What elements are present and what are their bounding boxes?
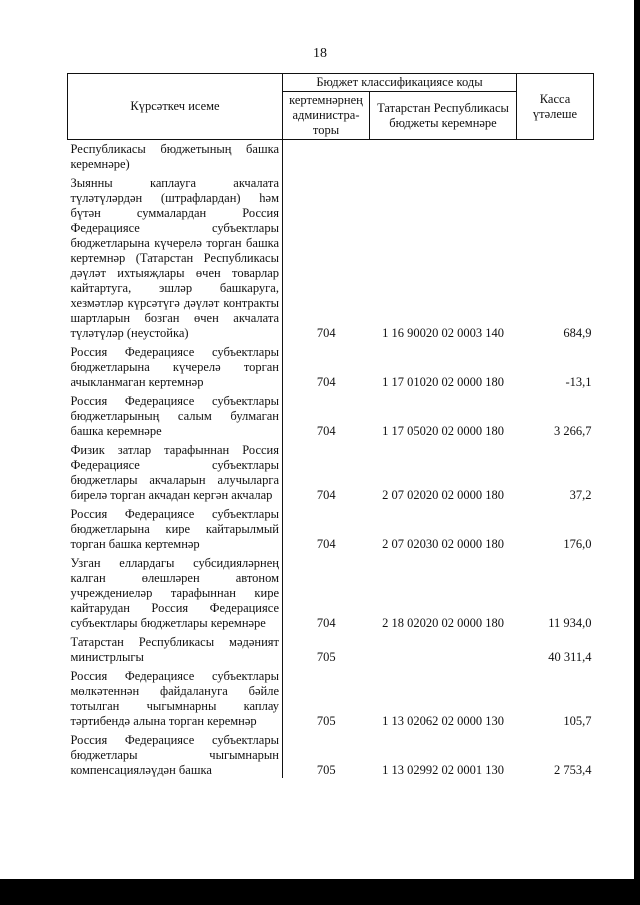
- row-amount: 3 266,7: [554, 424, 592, 438]
- row-indicator-name: Зыянны каплауга акчалата түләтүләрдән (штрафлардан) һәм бүтән суммалардан Россия Федерациясе субъектлары бюджетларына күчерелә торган башка кертемнәр (Татарстан Республикасы дәүләт ихтыяҗлары өчен товарлар кайтартуга, эшләр башкаруга, хезмәтләр күрсәтүгә дәүләт контракты шартларын бозган өчен акчалата түләтүләр (неустойка): [68, 172, 283, 341]
- row-amount: 37,2: [569, 488, 592, 502]
- row-budget-code: 1 13 02992 02 0001 130: [382, 763, 504, 777]
- row-admin-code: 705: [316, 763, 336, 777]
- row-admin-code: 704: [316, 616, 336, 630]
- header-cash-execution: Касса үтәлеше: [517, 74, 594, 140]
- row-budget-code: 1 17 05020 02 0000 180: [382, 424, 504, 438]
- header-budget-code-group: Бюджет классификациясе коды: [283, 74, 517, 92]
- table-row: [68, 729, 594, 778]
- row-amount: 11 934,0: [548, 616, 592, 630]
- row-budget-code: [370, 140, 517, 173]
- row-indicator-name: Физик затлар тарафыннан Россия Федерациясе субъектлары бюджетлары акчаларын алучыларга бирелә торган акчадан кергән акчалар: [68, 439, 283, 503]
- table-row: [68, 439, 594, 503]
- row-budget-code: 2 07 02030 02 0000 180: [382, 537, 504, 551]
- row-admin-code: 705: [316, 650, 336, 664]
- budget-table: [67, 73, 594, 778]
- row-amount: 2 753,4: [554, 763, 592, 777]
- header-revenue-administrator: кертемнәрнең администра-торы: [283, 92, 370, 140]
- header-tatarstan-revenue: Татарстан Республикасы бюджеты керемнәре: [370, 92, 517, 140]
- table-row: [68, 341, 594, 390]
- table-header: [68, 74, 594, 140]
- row-admin-code: 705: [316, 714, 336, 728]
- row-indicator-name: Россия Федерациясе субъектлары бюджетларына кире кайтарылмый торган башка кертемнәр: [68, 503, 283, 552]
- row-admin-code: 704: [316, 488, 336, 502]
- scan-edge-right: [634, 0, 640, 905]
- row-amount: [517, 140, 594, 173]
- row-admin-code: 704: [316, 375, 336, 389]
- row-indicator-name: Россия Федерациясе субъектлары бюджетларына күчерелә торган ачыкланмаган кертемнәр: [68, 341, 283, 390]
- row-admin-code: 704: [316, 326, 336, 340]
- table-body: [68, 140, 594, 779]
- scan-edge-bottom: [0, 879, 640, 905]
- row-budget-code: 2 18 02020 02 0000 180: [382, 616, 504, 630]
- row-admin-code: 704: [316, 424, 336, 438]
- row-amount: -13,1: [565, 375, 592, 389]
- page-number: 18: [313, 46, 327, 61]
- row-indicator-name: Россия Федерациясе субъектлары мөлкәтеннән файдалануга бәйле тотылган чыгымнарны каплау тәртибендә алына торган керемнәр: [68, 665, 283, 729]
- row-amount: 105,7: [563, 714, 592, 728]
- table-row: [68, 631, 594, 665]
- row-indicator-name: Россия Федерациясе субъектлары бюджетларының салым булмаган башка керемнәре: [68, 390, 283, 439]
- row-budget-code: 1 17 01020 02 0000 180: [382, 375, 504, 389]
- row-budget-code: [370, 631, 517, 665]
- table-row: [68, 140, 594, 173]
- row-indicator-name: Россия Федерациясе субъектлары бюджетлары чыгымнарын компенсацияләүдән башка: [68, 729, 283, 778]
- row-indicator-name: Татарстан Республикасы мәдәният министрлыгы: [68, 631, 283, 665]
- header-indicator-name: Күрсәткеч исеме: [68, 74, 283, 140]
- row-admin-code: 704: [316, 537, 336, 551]
- row-budget-code: 1 13 02062 02 0000 130: [382, 714, 504, 728]
- row-admin-code: [283, 140, 370, 173]
- table-row: [68, 503, 594, 552]
- row-budget-code: 1 16 90020 02 0003 140: [382, 326, 504, 340]
- row-indicator-name: Республикасы бюджетының башка керемнәре): [68, 140, 283, 173]
- table-row: [68, 665, 594, 729]
- table-row: [68, 172, 594, 341]
- row-amount: 684,9: [563, 326, 592, 340]
- row-budget-code: 2 07 02020 02 0000 180: [382, 488, 504, 502]
- row-amount: 176,0: [563, 537, 592, 551]
- table-row: [68, 552, 594, 631]
- row-indicator-name: Узган еллардагы субсидияләрнең калган өлешләрен автоном учреждениеләр тарафыннан кире кайтарудан Россия Федерациясе субъектлары бюджетлары керемнәре: [68, 552, 283, 631]
- table-row: [68, 390, 594, 439]
- row-amount: 40 311,4: [548, 650, 592, 664]
